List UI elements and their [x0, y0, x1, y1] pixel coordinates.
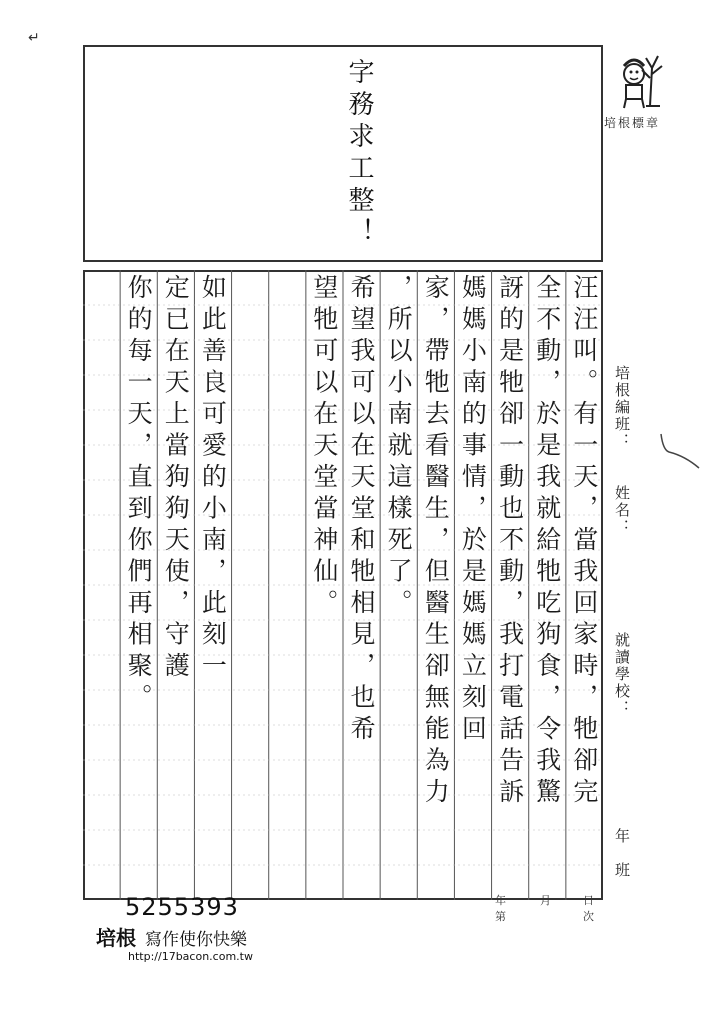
teacher-check-mark — [655, 430, 705, 470]
date-year-no: 第 — [495, 910, 506, 923]
stamp-icon — [610, 48, 666, 110]
corner-mark: ↵ — [28, 30, 40, 46]
name-label: 姓名： — [613, 485, 631, 536]
school-label: 就讀學校： — [613, 632, 631, 717]
date-month-label: 月 — [540, 894, 551, 907]
essay-column: 家，帶牠去看醫生，但醫生卻無能為力 — [421, 274, 451, 810]
essay-column: 訝的是牠卻一動也不動，我打電話告訴 — [495, 274, 525, 810]
brand-slogan: 寫作使你快樂 — [145, 930, 247, 950]
essay-column: 希望我可以在天堂和牠相見，也希 — [347, 274, 376, 747]
class-label: 培根編班： — [613, 365, 631, 450]
brand-name: 培根 — [96, 926, 136, 950]
essay-column: 你的每一天，直到你們再相聚。 — [124, 274, 154, 715]
document-code: 5255393 — [125, 893, 239, 921]
essay-column: 如此善良可愛的小南，此刻一 — [198, 274, 228, 684]
essay-column: 定已在天上當狗狗天使，守護 — [161, 274, 191, 684]
essay-column: 媽媽小南的事情，於是媽媽立刻回 — [458, 274, 488, 747]
essay-column: 汪汪叫。有一天，當我回家時，牠卻完 — [569, 274, 599, 810]
date-day-label — [583, 892, 594, 924]
date-day: 日 — [583, 894, 594, 907]
date-year: 年 — [495, 894, 506, 907]
instruction-text: 字務求工整！ — [344, 58, 374, 250]
grade-label: 年 班 — [613, 828, 631, 879]
essay-column: ，所以小南就這樣死了。 — [384, 274, 414, 621]
brand-url: http://17bacon.com.tw — [128, 950, 253, 963]
stamp-label: 培根標章 — [604, 116, 661, 130]
date-times: 次 — [583, 910, 594, 923]
essay-column: 全不動，於是我就給牠吃狗食，令我驚 — [532, 274, 562, 810]
date-year-label — [495, 892, 506, 924]
essay-body — [83, 270, 603, 900]
essay-column: 望牠可以在天堂當神仙。 — [309, 274, 339, 621]
